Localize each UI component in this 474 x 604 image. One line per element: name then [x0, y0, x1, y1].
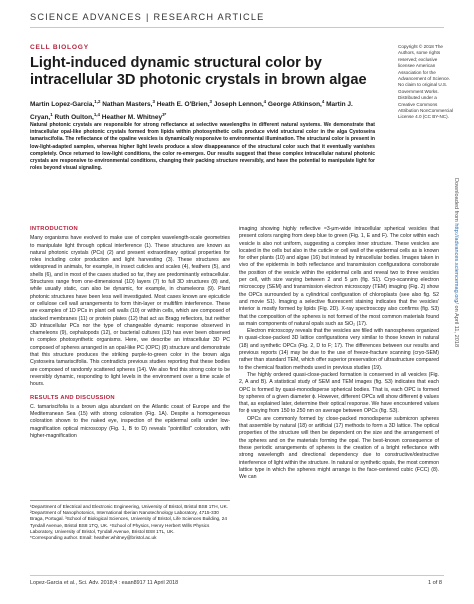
body-paragraph: imaging showing highly reflective ≈3-μm-wide intracellular spherical vesicles that present colors ranging from deep blue to green (Fig. 1, E and F). The color within each vesicle is also not uniform, suggesting a complex inner structure. These vesicles are located in the cells but also in the cuticle or cell wall of the epidermal cells as is known for other plants (10) and algae (16) but instead by intracellular bodies. Images taken in vivo of the epidermis in both reflectance and transmission configurations corroborate the position of the vesicle within the epidermal cells and reveal two to three vesicles per cell, with size varying between 2 and 5 μm (fig. S1). Cryo-scanning electron microscopy (SEM) and transmission electron microscopy (TEM) imaging (Fig. 2) show the OPCs surrounded by a cylindrical configuration of chloroplasts (see also fig. S2 and movie S1). Imaging a selective fluorescent staining indicates that the vesicles' interior is mostly formed by lipids (Fig. 2D). X-ray spectroscopy also confirms (fig. S3) that the composition of the spheres is not formed of the most common materials found as main components of natural opals such as SiO₂ (17). [239, 226, 439, 327]
header-separator: | [145, 12, 150, 22]
subject-label: CELL BIOLOGY [30, 44, 89, 51]
author[interactable]: Ruth Oulton,$^{1,4}$ [54, 111, 100, 121]
author[interactable]: Martin Lopez-Garcia,$^{1,2}$ [30, 99, 101, 109]
article-type: RESEARCH ARTICLE [153, 12, 265, 22]
header-rule [30, 27, 444, 28]
section-heading-results: RESULTS AND DISCUSSION [30, 394, 115, 401]
article-title: Light-induced dynamic structural color by intracellular 3D photonic crystals in brown algae [30, 55, 367, 88]
corresponding-author[interactable]: *Corresponding author. Email: heather.whitney@bristol.ac.uk [30, 535, 157, 541]
footer-citation: Lopez-Garcia et al., Sci. Adv. 2018;4 : eaan8917 11 April 2018 [30, 580, 179, 586]
download-link[interactable]: http://advances.sciencemag.org/ [453, 223, 459, 304]
copyright-text: Copyright © 2018 The Authors, some rights reserved; exclusive licensee American Association for the Advancement of Science. No claim to original U.S. Government Works. Distributed under a Creative Commons Attribution NonCommercial License 4.0 (CC BY-NC). [398, 44, 453, 120]
page-number: 1 of 8 [428, 580, 442, 586]
left-column [30, 226, 230, 440]
journal-name: SCIENCE ADVANCES [30, 12, 142, 22]
intro-paragraph: Many organisms have evolved to make use of complex wavelength-scale geometries to manipulate light through optical interference (1). These structures are known as natural photonic crystals (PCs) (2) and present extraordinary optical properties for roles including color production and light harvesting (3). These structures are widespread in animals, for example, in insect cuticles and scales (4), feathers (5), and shells (6), and in most of the cases studied so far, they are predominantly extracellular. Structures range from one-dimensional (1D) layers (7) to full 3D structures (8) and, while usually static, can also be dynamic, for example, in chameleons (9). Plant photonic structures have been less well investigated. Most cases known are epicuticle or cellulose cell wall arrangements to form thin-layer or multifilm interference. These are examples of 1D PCs in plant cell walls (10) or within cells, which are composed of stacked membranes (11) or protein plates (12) that act as Bragg reflectors, but neither 3D intracellular PCs nor the type of changeable dynamic response observed in chameleons (9), cephalopods (12), or bacterial cultures (13) has ever been observed in complex photosynthetic organisms. Here, we describe an intracellular 3D PC composed of spheres arranged in an opal-like PC (OPC) (8) structure and demonstrate that this structure produces the striking purple-to-green color in the brown alga Cystoseira tamariscifolia. This contradicts previous studies reporting that these bodies are composed of randomly scattered spheres (14). We also find this strong color to be reversibly dynamic, responding to light levels in the environment over a time scale of hours. [30, 235, 230, 388]
journal-header [30, 12, 264, 22]
right-column [239, 226, 439, 481]
body-paragraph: The highly ordered quasi-close-packed formation is conserved in all vesicles (Fig. 2, A and B). A statistical study of SEM and TEM images (fig. S3) indicates that each OPC is formed by quasi-monodisperse spherical bodies. That is, each OPC is formed by spheres of a given diameter ϕ. However, different OPCs will show different ϕ values that, as explained later, determine their optical response. We have encountered values for ϕ varying from 150 to 250 nm on average between OPCs (fig. S3). [239, 371, 439, 415]
section-heading-introduction: INTRODUCTION [30, 226, 79, 232]
abstract: Natural photonic crystals are responsible for strong reflectance at selective wavelengths in different natural systems. We demonstrate that intracellular opal-like photonic crystals formed from lipids within photosynthetic cells produce vivid structural color in the alga Cystoseira tamariscifolia. The reflectance of the opaline vesicles is dynamically responsive to environmental illumination. The structural color is present in low-light-adapted samples, whereas higher light levels produce a slow disappearance of the structural color such that it eventually vanishes completely. Once returned to low-light conditions, the color re-emerges. Our results suggest that these complex intracellular natural photonic crystals are responsive to environmental conditions, changing their packing structure reversibly, and have the potential to manipulate light for roles beyond visual signaling. [30, 122, 375, 172]
author[interactable]: George Atkinson,$^4$ [267, 99, 325, 109]
author[interactable]: Martin J. Cryan,$^1$ [30, 101, 353, 121]
author[interactable]: Joseph Lennon,$^4$ [213, 99, 267, 109]
author[interactable]: Nathan Masters,$^3$ [102, 99, 155, 109]
body-paragraph: Electron microscopy reveals that the vesicles are filled with nanospheres organized in quasi-close-packed 3D lattice configurations very similar to those known in natural (18) and synthetic OPCs (Fig. 2, D to F; 17). The differences between our results and previous reports (14) may be due to the use of freeze-fracture scanning (cryo-SEM) rather than standard TEM, which offer superior preservation of ultrastructure compared to the chemical fixation methods used in previous studies (19). [239, 328, 439, 371]
copyright-notice [398, 44, 454, 121]
affiliation-text: ¹Department of Electrical and Electronic Engineering, University of Bristol, Bristol BS8 1TH, UK. ²Department of Nanophotonics, International Iberian Nanotechnology Laboratory, 4715-330 Braga, Portugal. ³School of Biological Sciences, University of Bristol, Life Sciences Building, 24 Tyndall Avenue, Bristol BS8 1TQ, UK. ⁴School of Physics, Henry Herbert Wills Physics Laboratory, University of Bristol, Tyndall Avenue, Bristol BS8 1TL, UK. [30, 504, 228, 534]
author[interactable]: Heath E. O'Brien,$^3$ [156, 99, 212, 109]
download-note: Downloaded from http://advances.sciencemag.org/ on April 11, 2018 [453, 178, 459, 348]
author[interactable]: Heather M. Whitney$^{3*}$ [101, 111, 167, 121]
footer-rule [30, 575, 444, 576]
author-list [30, 97, 375, 122]
body-paragraph: OPCs are commonly formed by close-packed monodisperse submicron spheres that assemble by natural (18) or artificial (17) methods to form a 3D lattice. The optical properties of the structure will then be dependent on the size and the arrangement of the spheres and on the materials forming the opal. The best-known consequence of these periodic arrangements of spheres is the creation of a bright reflectance with strong wavelength and directional dependency due to constructive/destructive interference of light within the structure. In natural or synthetic opals, the most common lattice type in which the spheres might arrange is the face-centered cubic (FCC) (8). We can [239, 415, 439, 481]
results-paragraph: C. tamariscifolia is a brown alga abundant on the Atlantic coast of Europe and the Mediterranean Sea (15) with strong coloration (Fig. 1A). Despite a homogeneous coloration shown to the naked eye, inspection of the epidermal cells under low-magnification optical microscopy (Fig. 1, B to D) reveals "pointillist" coloration, with higher-magnification [30, 403, 230, 440]
affiliations [30, 500, 230, 541]
